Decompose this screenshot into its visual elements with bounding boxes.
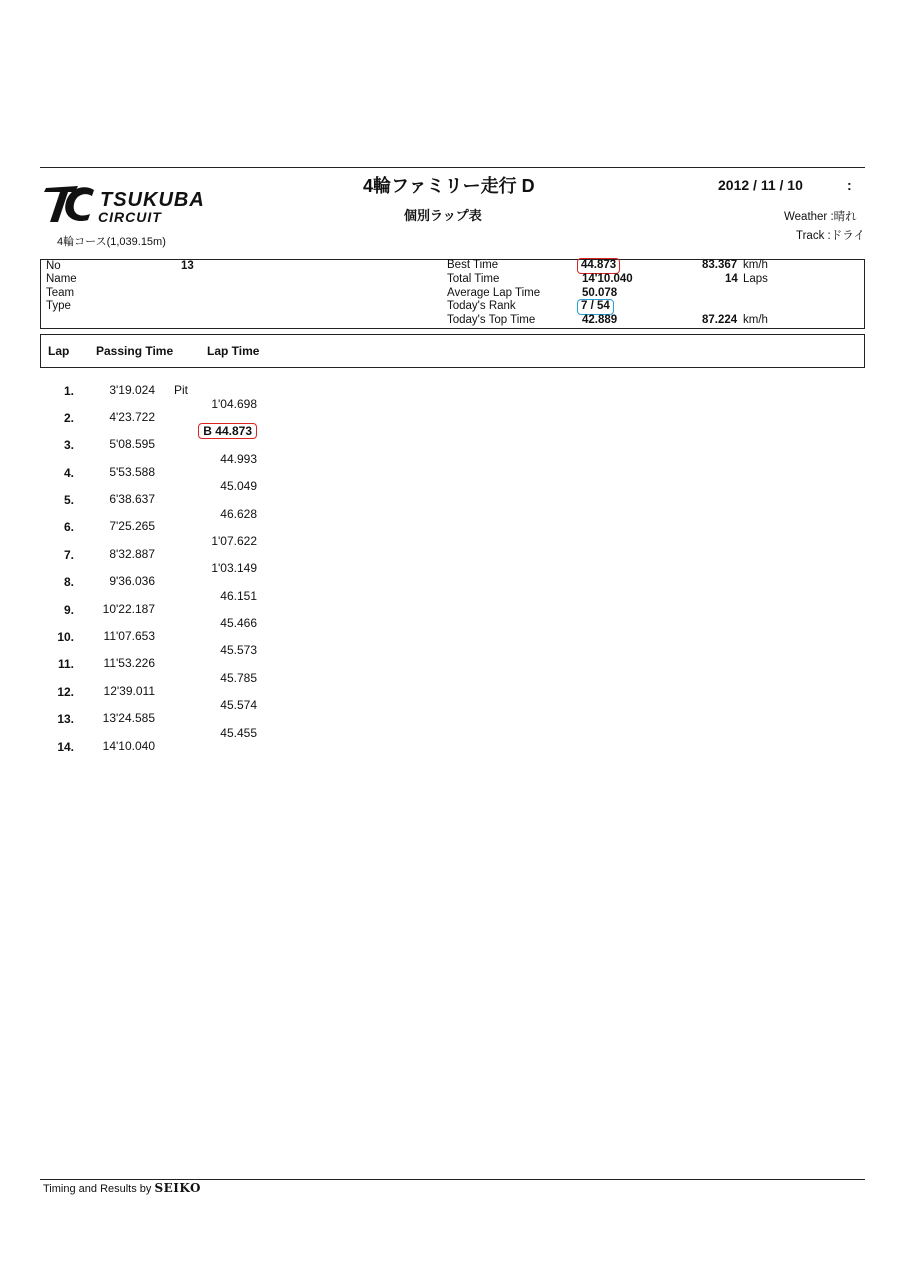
lap-number: 3. <box>63 438 74 452</box>
top-time-label: Today's Top Time <box>447 314 536 326</box>
todays-rank-label: Today's Rank <box>447 300 516 312</box>
passing-time: 13'24.585 <box>102 711 155 725</box>
top-speed-unit: km/h <box>743 314 768 326</box>
footer-rule <box>40 1179 865 1180</box>
column-header-passing-time: Passing Time <box>96 344 174 358</box>
total-time-value: 14'10.040 <box>582 273 633 285</box>
column-header-lap: Lap <box>48 344 70 358</box>
page-title: 4輪ファミリー走行 D <box>363 176 535 196</box>
no-value: 13 <box>181 260 194 272</box>
lap-number: 7. <box>63 548 74 562</box>
lap-number: 13. <box>57 712 74 726</box>
lap-time: 45.049 <box>220 479 257 493</box>
passing-time: 5'08.595 <box>109 437 155 451</box>
session-time: : <box>847 177 852 193</box>
lap-time: 46.628 <box>220 507 257 521</box>
lap-time: 1'04.698 <box>211 397 257 411</box>
lap-number: 14. <box>57 740 74 754</box>
lap-number: 4. <box>63 466 74 480</box>
top-rule <box>40 167 865 168</box>
lap-number: 12. <box>57 685 74 699</box>
best-time-value: 44.873 <box>577 258 620 274</box>
todays-rank-value: 7 / 54 <box>577 299 614 315</box>
laps-count: 14 <box>725 273 738 285</box>
best-speed-unit: km/h <box>743 259 768 271</box>
passing-time: 6'38.637 <box>109 492 155 506</box>
best-speed-value: 83.367 <box>702 259 738 271</box>
lap-time: 45.785 <box>220 671 257 685</box>
passing-time: 10'22.187 <box>102 602 155 616</box>
lap-number: 9. <box>63 603 74 617</box>
passing-time: 11'53.226 <box>103 656 155 670</box>
lap-time: 45.574 <box>220 698 257 712</box>
passing-time: 11'07.653 <box>103 629 155 643</box>
average-lap-value: 50.078 <box>582 287 618 299</box>
lap-time: 1'07.622 <box>211 534 257 548</box>
lap-number: 11. <box>57 657 74 671</box>
passing-time: 9'36.036 <box>109 574 155 588</box>
seiko-logo: SEIKO <box>154 1181 201 1195</box>
total-time-label: Total Time <box>447 273 500 285</box>
laps-label: Laps <box>743 273 768 285</box>
lap-number: 5. <box>63 493 74 507</box>
page-subtitle: 個別ラップ表 <box>404 208 482 223</box>
pit-marker: Pit <box>174 383 189 397</box>
footer-credit <box>43 1181 201 1195</box>
lap-time: 1'03.149 <box>211 561 257 575</box>
best-lap-time-value: B 44.873 <box>198 423 257 439</box>
passing-time: 14'10.040 <box>102 739 155 753</box>
session-date: 2012 / 11 / 10 <box>718 177 803 193</box>
average-lap-label: Average Lap Time <box>447 287 541 299</box>
passing-time: 8'32.887 <box>109 547 155 561</box>
column-header-lap-time: Lap Time <box>207 344 260 358</box>
course-label: 4輪コース(1,039.15m) <box>57 236 166 248</box>
lap-time: 45.573 <box>220 643 257 657</box>
lap-number: 10. <box>57 630 74 644</box>
best-time-label: Best Time <box>447 259 499 271</box>
no-label: No <box>46 260 61 272</box>
passing-time: 3'19.024 <box>109 383 155 397</box>
best-lap-time <box>187 424 257 438</box>
lap-number: 1. <box>63 384 74 398</box>
lap-time: 46.151 <box>220 589 257 603</box>
passing-time: 5'53.588 <box>109 465 155 479</box>
passing-time: 12'39.011 <box>103 684 155 698</box>
lap-time: 45.455 <box>220 726 257 740</box>
logo-text-tsukuba: TSUKUBA <box>100 189 205 211</box>
lap-number: 8. <box>63 575 74 589</box>
top-speed-value: 87.224 <box>702 314 738 326</box>
name-label: Name <box>46 273 77 285</box>
weather-label: Weather :晴れ <box>784 211 857 223</box>
logo-text-circuit: CIRCUIT <box>98 209 162 225</box>
lap-number: 6. <box>63 520 74 534</box>
top-time-value: 42.889 <box>582 314 618 326</box>
team-label: Team <box>46 287 75 299</box>
type-label: Type <box>46 300 71 312</box>
track-condition-label: Track :ドライ <box>796 230 865 242</box>
lap-number: 2. <box>63 411 74 425</box>
footer-text: Timing and Results by <box>43 1183 152 1195</box>
lap-time: 45.466 <box>220 616 257 630</box>
passing-time: 7'25.265 <box>109 519 155 533</box>
passing-time: 4'23.722 <box>109 410 155 424</box>
lap-time: 44.993 <box>220 452 257 466</box>
